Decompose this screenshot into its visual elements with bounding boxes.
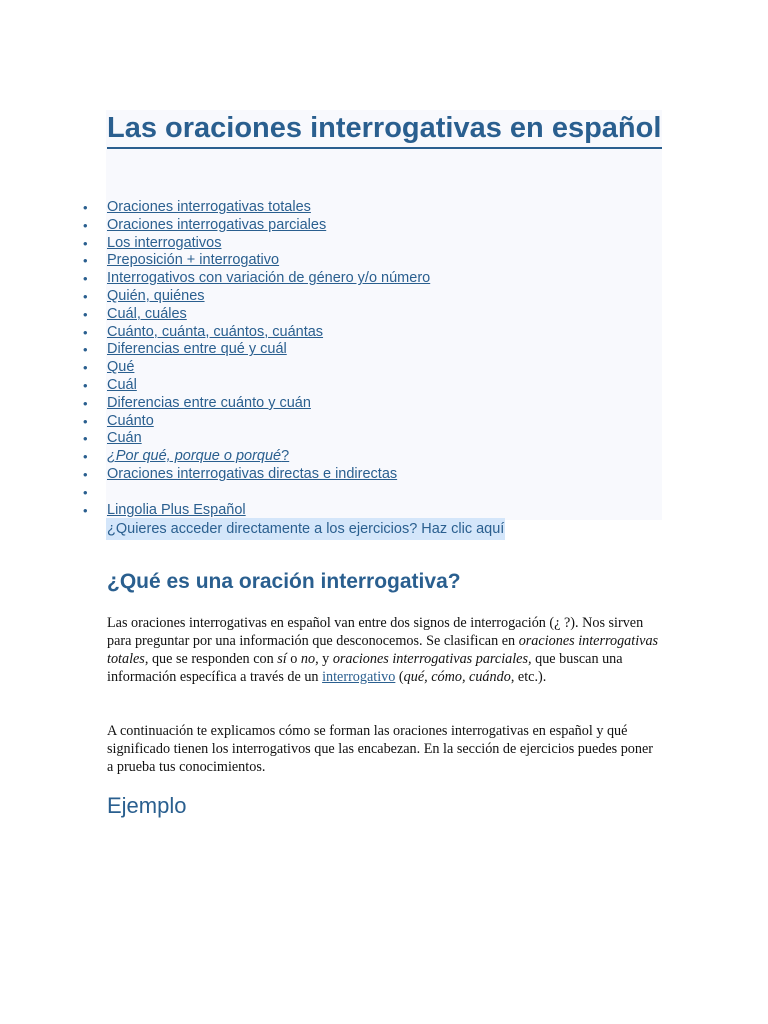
section-heading: ¿Qué es una oración interrogativa?: [107, 570, 461, 593]
text-run: (: [395, 669, 404, 685]
toc-link-variacion[interactable]: Interrogativos con variación de género y/o número: [107, 270, 431, 287]
text-run: , y: [315, 651, 333, 667]
toc-link-cuanto-cuanta[interactable]: Cuánto, cuánta, cuántos, cuántas: [107, 323, 324, 340]
term-examples: qué, cómo, cuándo: [403, 669, 511, 685]
term-totales: oraciones interrogativas totales: [107, 633, 659, 667]
term-si: sí: [277, 651, 287, 667]
toc-link-directas-indirectas[interactable]: Oraciones interrogativas directas e indirectas: [107, 465, 398, 482]
toc-item: [80, 377, 660, 395]
toc-link-lingolia-plus[interactable]: Lingolia Plus Español: [107, 501, 246, 518]
interrogativo-link[interactable]: interrogativo: [322, 669, 396, 685]
toc-item: [80, 359, 660, 377]
toc-link-cual[interactable]: Cuál: [107, 376, 137, 393]
text-run: o: [286, 651, 301, 667]
toc-item: [80, 430, 660, 448]
example-heading: Ejemplo: [107, 793, 187, 818]
toc-item: [80, 413, 660, 431]
toc-item: [80, 217, 660, 235]
toc-link-preposicion[interactable]: Preposición + interrogativo: [107, 252, 280, 269]
term-no: no: [300, 651, 316, 667]
toc-item: [80, 306, 660, 324]
toc-item: [80, 235, 660, 253]
exercises-shortcut-link[interactable]: ¿Quieres acceder directamente a los ejercicios? Haz clic aquí: [106, 518, 505, 540]
toc-item: [80, 395, 660, 413]
toc-link-cuanto[interactable]: Cuánto: [107, 412, 154, 429]
toc-link-cual-cuales[interactable]: Cuál, cuáles: [107, 305, 187, 322]
toc-item: [80, 502, 660, 520]
table-of-contents: [80, 199, 660, 519]
toc-item: [80, 252, 660, 270]
toc-item: [80, 199, 660, 217]
toc-item: [80, 448, 660, 466]
text-run: , etc.).: [510, 669, 547, 685]
page-title: Las oraciones interrogativas en español: [107, 110, 662, 149]
toc-link-parciales[interactable]: Oraciones interrogativas parciales: [107, 216, 327, 233]
toc-link-cuanto-vs-cuan[interactable]: Diferencias entre cuánto y cuán: [107, 394, 311, 411]
toc-item-empty: [80, 484, 660, 502]
toc-item: [80, 466, 660, 484]
toc-link-que-vs-cual[interactable]: Diferencias entre qué y cuál: [107, 341, 287, 358]
intro-paragraph: [107, 614, 662, 686]
toc-item: [80, 341, 660, 359]
toc-link-quien[interactable]: Quién, quiénes: [107, 287, 205, 304]
toc-link-totales[interactable]: Oraciones interrogativas totales: [107, 199, 311, 215]
text-run: que buscan una información específica a través de un: [107, 651, 623, 685]
toc-item: [80, 288, 660, 306]
toc-link-que[interactable]: Qué: [107, 359, 135, 376]
toc-link-por-que[interactable]: ¿Por qué, porque o porqué: [107, 448, 282, 465]
text-run: , que se responden con: [144, 651, 278, 667]
toc-link-cuan[interactable]: Cuán: [107, 430, 142, 447]
text-run: Las oraciones interrogativas en español van entre dos signos de interrogación (¿ ?). Nos sirven para preguntar por una información que desconocemos. Se clasifican en: [107, 615, 644, 649]
toc-link-por-que-suffix[interactable]: ?: [281, 448, 290, 465]
toc-item: [80, 324, 660, 342]
term-parciales: oraciones interrogativas parciales,: [332, 651, 532, 667]
toc-link-interrogativos[interactable]: Los interrogativos: [107, 234, 222, 251]
toc-item: [80, 270, 660, 288]
second-paragraph: A continuación te explicamos cómo se forman las oraciones interrogativas en español y qué significado tienen los interrogativos que las encabezan. En la sección de ejercicios puedes poner a prueba tus conocimientos.: [107, 723, 654, 775]
